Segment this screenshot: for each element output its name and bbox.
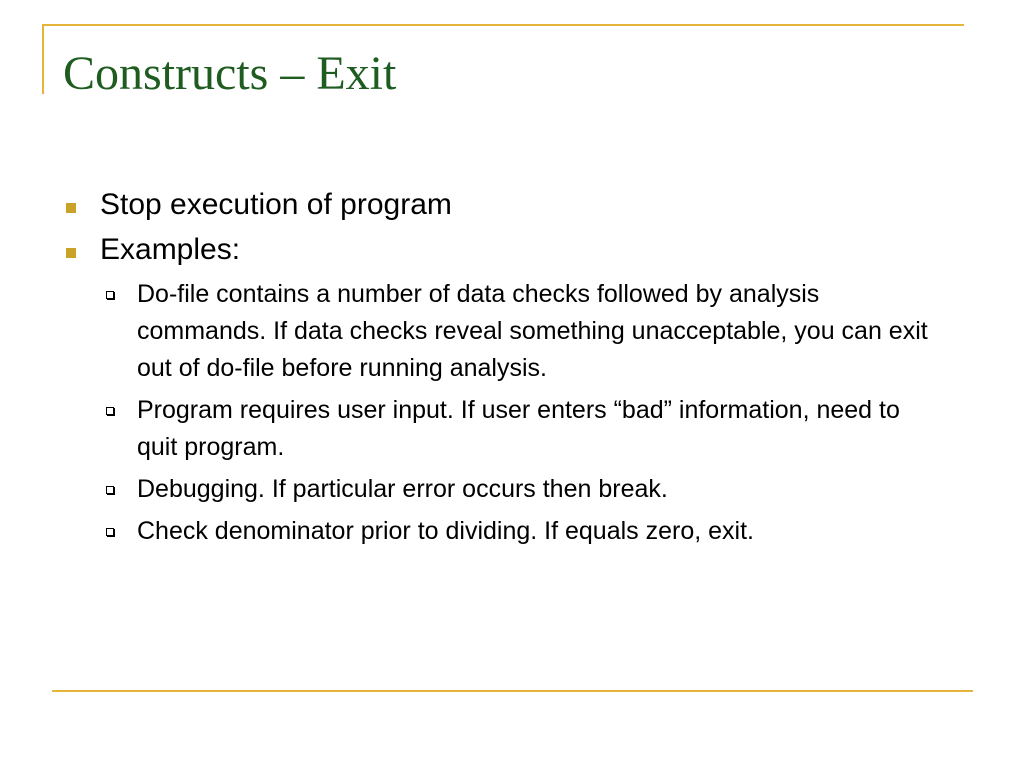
sub-bullet-item: [62, 471, 947, 508]
sub-bullet-item: [62, 276, 947, 387]
sub-bullet-text: Program requires user input. If user enters “bad” information, need to quit program.: [137, 396, 900, 461]
bullet-item: [62, 186, 942, 223]
sub-bullet-text: Check denominator prior to dividing. If equals zero, exit.: [137, 517, 754, 545]
sub-bullet-text: Debugging. If particular error occurs then break.: [137, 475, 668, 503]
bullet-text: Examples:: [100, 233, 241, 266]
sub-bullet-item: [62, 513, 947, 550]
bullet-text: Stop execution of program: [100, 188, 452, 221]
frame-left-line: [42, 24, 44, 94]
hollow-square-bullet-icon: [106, 407, 114, 415]
hollow-square-bullet-icon: [106, 486, 114, 494]
slide-body: [62, 186, 942, 558]
bullet-item: [62, 231, 942, 550]
sub-bullet-list: [62, 276, 942, 550]
frame-bottom-line: [52, 690, 973, 692]
bullet-list: [62, 186, 942, 550]
frame-top-line: [42, 24, 964, 26]
sub-bullet-item: [62, 392, 947, 466]
sub-bullet-text: Do-file contains a number of data checks followed by analysis commands. If data checks reveal something unacceptable, you can exit out of do-file before running analysis.: [137, 280, 928, 382]
hollow-square-bullet-icon: [106, 528, 114, 536]
hollow-square-bullet-icon: [106, 291, 114, 299]
filled-square-bullet-icon: [66, 203, 76, 213]
slide-title: Constructs – Exit: [63, 47, 397, 100]
filled-square-bullet-icon: [66, 248, 76, 258]
